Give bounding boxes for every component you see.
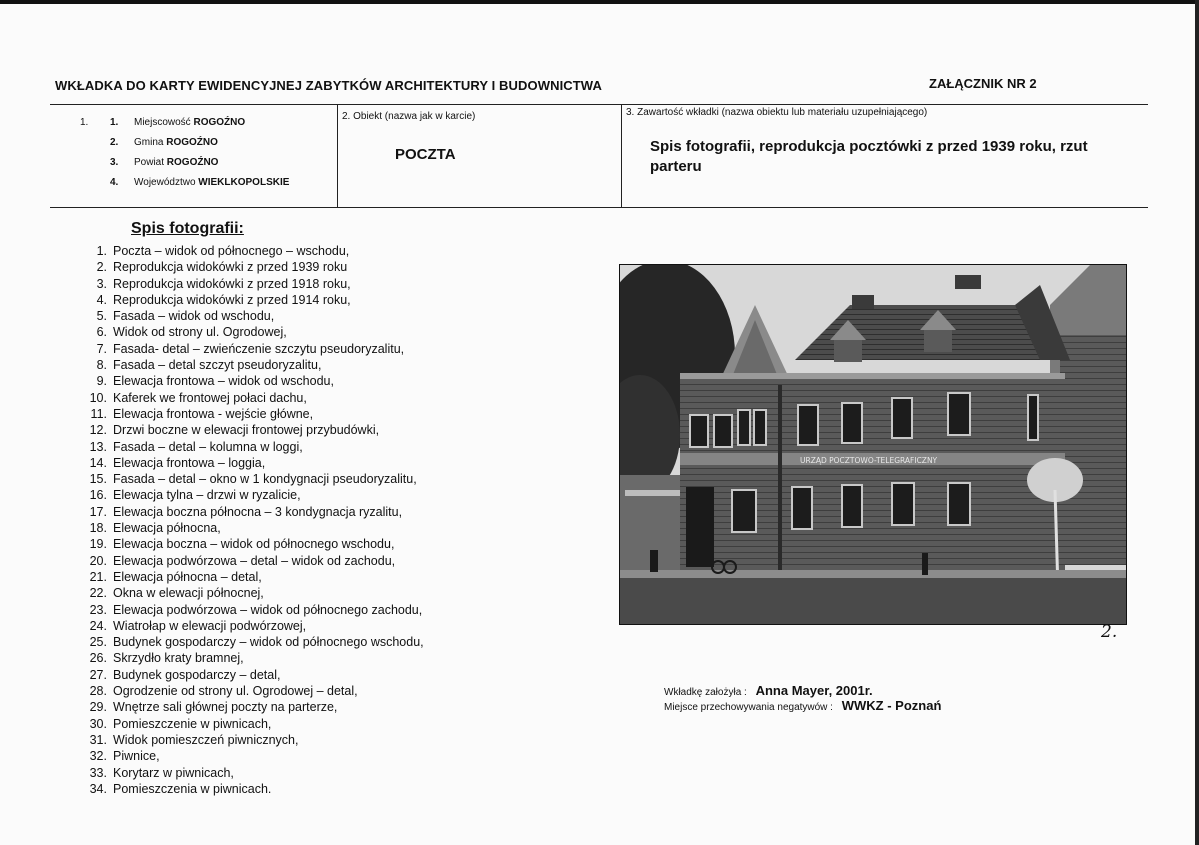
- row-value: ROGOŹNO: [193, 117, 246, 128]
- row-label: Województwo: [134, 177, 196, 188]
- photo-list-item-number: 3.: [96, 276, 107, 291]
- row-value: WIEKLKOPOLSKIE: [198, 177, 290, 188]
- photo-list-item-text: Elewacja frontowa - wejście główne,: [113, 406, 314, 421]
- photo-list-item-number: 6.: [96, 325, 107, 340]
- photo-list-item-text: Wnętrze sali głównej poczty na parterze,: [113, 700, 338, 715]
- photo-list-item: [80, 324, 424, 340]
- photo-list-item-text: Elewacja północna,: [113, 521, 221, 536]
- photo-list-item: [80, 602, 424, 618]
- photo-list-item-number: 16.: [89, 488, 107, 503]
- storage-line: [664, 698, 941, 713]
- photo-list-item: [80, 455, 424, 471]
- photo-list-item-number: 12.: [89, 423, 107, 438]
- photo-list-item-text: Elewacja frontowa – widok od wschodu,: [113, 374, 334, 389]
- photo-list-item-text: Widok pomieszczeń piwnicznych,: [113, 732, 299, 747]
- storage-value: WWKZ - Poznań: [841, 698, 942, 713]
- photo-list-item: [80, 634, 424, 650]
- historical-postcard-photo: [619, 264, 1127, 625]
- photo-list-item: [80, 683, 424, 699]
- photo-list-item-text: Fasada – detal szczyt pseudoryzalitu,: [113, 358, 322, 373]
- photo-list-item: [80, 390, 424, 406]
- photo-list-item: [80, 699, 424, 715]
- photo-list-item: [80, 243, 424, 259]
- photo-list-item-number: 27.: [89, 667, 107, 682]
- photo-list-item-text: Poczta – widok od północnego – wschodu,: [113, 244, 350, 258]
- content-label: 3. Zawartość wkładki (nazwa obiektu lub materiału uzupełniającego): [626, 107, 928, 118]
- author-line: [664, 683, 873, 698]
- photo-list-item: [80, 585, 424, 601]
- photo-list-item: [80, 276, 424, 292]
- storage-label: Miejsce przechowywania negatywów :: [664, 702, 833, 713]
- photo-list-item: [80, 487, 424, 503]
- photo-list-item-number: 30.: [89, 716, 107, 731]
- building-sign-text: URZĄD POCZTOWO-TELEGRAFICZNY: [800, 456, 938, 465]
- photo-list-item: [80, 569, 424, 585]
- photo-list: [80, 243, 424, 797]
- photo-list-item: [80, 650, 424, 666]
- author-value: Anna Mayer, 2001r.: [755, 683, 873, 698]
- photo-list-item-text: Elewacja tylna – drzwi w ryzalicie,: [113, 488, 301, 503]
- photo-list-item-text: Okna w elewacji północnej,: [113, 586, 264, 601]
- table-bottom-border: [50, 207, 1148, 208]
- photo-list-item-text: Skrzydło kraty bramnej,: [113, 651, 244, 666]
- photo-list-item-text: Budynek gospodarczy – detal,: [113, 667, 281, 682]
- photo-list-item-number: 32.: [89, 749, 107, 764]
- photo-list-item-text: Elewacja boczna północna – 3 kondygnacja ryzalitu,: [113, 504, 403, 519]
- row-label: Gmina: [134, 137, 164, 148]
- photo-list-item: [80, 716, 424, 732]
- photo-list-item-text: Widok od strony ul. Ogrodowej,: [113, 325, 287, 340]
- photo-list-item-number: 34.: [89, 781, 107, 796]
- photo-list-item-text: Elewacja podwórzowa – detal – widok od zachodu,: [113, 553, 396, 568]
- row-number: 1.: [110, 117, 119, 128]
- photo-list-item: [80, 732, 424, 748]
- photo-list-item: [80, 357, 424, 373]
- photo-list-item-number: 24.: [89, 618, 107, 633]
- row-label: Powiat: [134, 157, 165, 168]
- photo-list-item-number: 23.: [89, 602, 107, 617]
- photo-list-item-number: 8.: [96, 358, 107, 373]
- photo-list-item: [80, 504, 424, 520]
- photo-list-item-text: Fasada – widok od wschodu,: [113, 309, 275, 324]
- photo-list-item-text: Ogrodzenie od strony ul. Ogrodowej – detal,: [113, 684, 358, 699]
- row-value: ROGOŹNO: [166, 157, 219, 168]
- photo-list-item-text: Elewacja podwórzowa – widok od północnego zachodu,: [113, 602, 423, 617]
- scan-right-edge: [1195, 0, 1199, 845]
- photo-list-item-text: Reprodukcja widokówki z przed 1914 roku,: [113, 292, 351, 307]
- row-number: 4.: [110, 177, 119, 188]
- photo-list-item-text: Drzwi boczne w elewacji frontowej przybudówki,: [113, 423, 380, 438]
- photo-list-item: [80, 667, 424, 683]
- photo-list-item: [80, 765, 424, 781]
- photo-list-item-number: 1.: [96, 244, 107, 258]
- photo-list-item-number: 22.: [89, 586, 107, 601]
- photo-list-item-number: 28.: [89, 684, 107, 699]
- row-number: 3.: [110, 157, 119, 168]
- location-row: [80, 173, 289, 193]
- photo-list-item-number: 33.: [89, 765, 107, 780]
- photo-list-item: [80, 748, 424, 764]
- photo-list-item-text: Kaferek we frontowej połaci dachu,: [113, 390, 307, 405]
- photo-list-item-number: 17.: [89, 504, 107, 519]
- photo-list-item-text: Wiatrołap w elewacji podwórzowej,: [113, 618, 307, 633]
- photo-list-item-number: 4.: [96, 292, 107, 307]
- photo-list-item: [80, 292, 424, 308]
- photo-list-item-number: 26.: [89, 651, 107, 666]
- photo-list-title: Spis fotografii:: [131, 220, 244, 237]
- photo-list-item-number: 2.: [96, 260, 107, 275]
- photo-list-item-text: Korytarz w piwnicach,: [113, 765, 234, 780]
- photo-list-item-text: Elewacja frontowa – loggia,: [113, 455, 266, 470]
- photo-list-item: [80, 471, 424, 487]
- location-row: [80, 113, 289, 133]
- photo-list-item-text: Reprodukcja widokówki z przed 1918 roku,: [113, 276, 351, 291]
- photo-list-item: [80, 618, 424, 634]
- table-top-border: [50, 104, 1148, 105]
- photo-list-item: [80, 781, 424, 797]
- photo-list-item: [80, 536, 424, 552]
- photo-list-item: [80, 373, 424, 389]
- photo-list-item-number: 9.: [96, 374, 107, 389]
- photo-list-item: [80, 341, 424, 357]
- photo-list-item-number: 31.: [89, 732, 107, 747]
- photo-list-item-number: 13.: [89, 439, 107, 454]
- section-number: 1.: [80, 117, 89, 128]
- photo-list-item-number: 10.: [89, 390, 107, 405]
- column-divider-2: [621, 104, 622, 207]
- photo-list-item-number: 25.: [89, 635, 107, 650]
- photo-list-item-number: 14.: [89, 455, 107, 470]
- object-value: POCZTA: [395, 146, 456, 163]
- photo-list-item-number: 15.: [89, 472, 107, 487]
- photo-list-item-number: 20.: [89, 553, 107, 568]
- column-divider-1: [337, 104, 338, 207]
- document-title: WKŁADKA DO KARTY EWIDENCYJNEJ ZABYTKÓW ARCHITEKTURY I BUDOWNICTWA: [55, 78, 602, 93]
- content-value: Spis fotografii, reprodukcja pocztówki z przed 1939 roku, rzut parteru: [650, 138, 1088, 175]
- photo-list-item-number: 18.: [89, 521, 107, 536]
- scan-top-edge: [0, 0, 1199, 4]
- photo-list-item-text: Reprodukcja widokówki z przed 1939 roku: [113, 260, 348, 275]
- photo-list-item-text: Fasada- detal – zwieńczenie szczytu pseudoryzalitu,: [113, 341, 405, 356]
- photo-list-item: [80, 553, 424, 569]
- photo-list-item-text: Budynek gospodarczy – widok od północnego wschodu,: [113, 635, 424, 650]
- photo-list-item: [80, 308, 424, 324]
- row-number: 2.: [110, 137, 119, 148]
- photo-list-item-text: Elewacja północna – detal,: [113, 569, 262, 584]
- photo-list-item: [80, 439, 424, 455]
- photo-list-item-number: 19.: [89, 537, 107, 552]
- row-label: Miejscowość: [134, 117, 191, 128]
- photo-list-item: [80, 259, 424, 275]
- photo-list-item: [80, 422, 424, 438]
- object-label: 2. Obiekt (nazwa jak w karcie): [342, 111, 476, 122]
- photo-list-item-number: 11.: [90, 406, 107, 421]
- photo-list-item-text: Fasada – detal – okno w 1 kondygnacji pseudoryzalitu,: [113, 472, 417, 487]
- photo-list-item-text: Elewacja boczna – widok od północnego wschodu,: [113, 537, 395, 552]
- photo-list-item-text: Fasada – detal – kolumna w loggi,: [113, 439, 303, 454]
- photo-list-item-number: 5.: [96, 309, 107, 324]
- author-label: Wkładkę założyła :: [664, 687, 747, 698]
- photo-list-item-text: Piwnice,: [113, 749, 160, 764]
- photo-list-item-text: Pomieszczenia w piwnicach.: [113, 781, 272, 796]
- photo-list-item: [80, 520, 424, 536]
- photo-list-item-number: 29.: [89, 700, 107, 715]
- photo-list-item-text: Pomieszczenie w piwnicach,: [113, 716, 272, 731]
- photo-list-item-number: 21.: [89, 569, 107, 584]
- photo-list-item-number: 7.: [96, 341, 107, 356]
- handwritten-photo-number: 2.: [1101, 622, 1118, 642]
- location-row: [80, 153, 289, 173]
- location-cell: [80, 113, 289, 193]
- location-row: [80, 133, 289, 153]
- attachment-number: ZAŁĄCZNIK NR 2: [929, 76, 1037, 91]
- row-value: ROGOŹNO: [166, 137, 218, 148]
- photo-list-item: [80, 406, 424, 422]
